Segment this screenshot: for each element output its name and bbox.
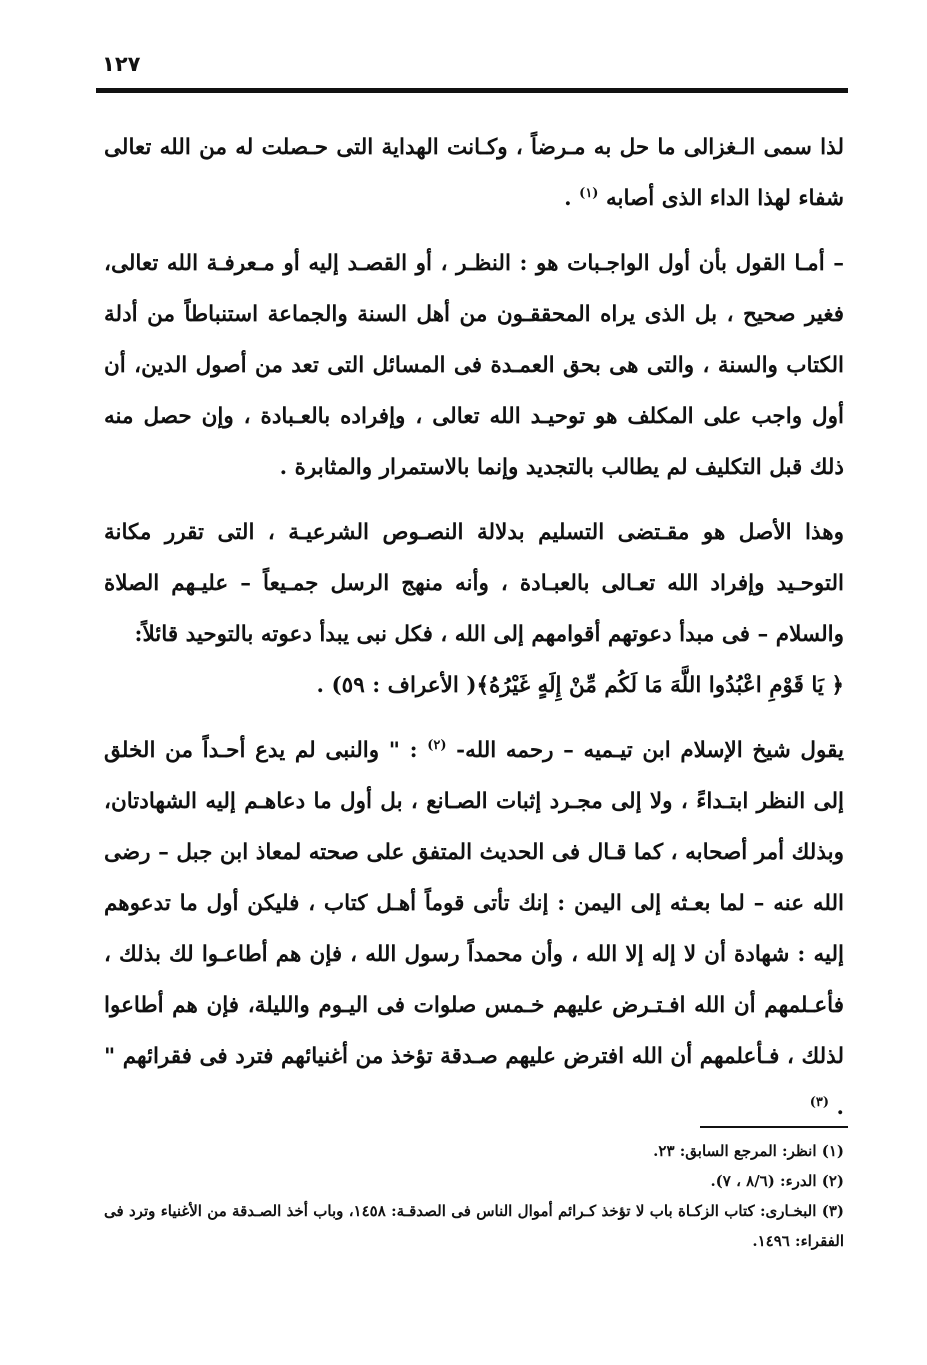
footnote-1: (١) انظر: المرجع السابق: ٢٣. (653, 1142, 844, 1160)
verse-reference: ( الأعراف : ٥٩) . (316, 673, 477, 698)
header-rule (96, 88, 848, 93)
footnote-ref-3: (٣) (809, 1094, 829, 1110)
body-text (104, 122, 844, 1147)
paragraph-2 (104, 238, 844, 493)
footnotes (104, 1136, 844, 1256)
paragraph-3-text: وهذا الأصل هو مقـتضى التسليم بدلالة النصـوص الشرعيـة ، التى تقرر مكانة التوحـيد وإفراد الله تعـالى بالعبـادة ، وأنه منهج الرسل جمـيعاً – عليـهم الصلاة والسلام – فى مبدأ دعوتهم أقوامهم إلى الله ، فكل نبى يبدأ دعوته بالتوحيد قائلاً: (104, 520, 844, 647)
paragraph-4 (104, 725, 844, 1133)
quran-verse: ﴿ يَا قَوْمِ اعْبُدُوا اللَّهَ مَا لَكُم مِّنْ إِلَهٍ غَيْرُهُ﴾ (476, 673, 844, 698)
paragraph-3 (104, 507, 844, 711)
paragraph-4-text: يقول شيخ الإسلام ابن تيـميه – رحمه الله- (456, 738, 844, 763)
paragraph-1 (104, 122, 844, 224)
footnote-ref-2: (٢) (427, 737, 447, 753)
footnote-3: (٣) البخـارى: كتاب الزكـاة باب لا تؤخذ كـرائم أموال الناس فى الصدقـة: ١٤٥٨، وباب أخذ الصـدقة من الأغنياء وترد فى الفقراء: ١٤٩٦. (104, 1202, 844, 1250)
paragraph-2-text: – أمـا القول بأن أول الواجـبات هو : النظـر ، أو القصـد إليه أو مـعرفـة الله تعالى، فغير صحيح ، بل الذى يراه المحققـون من أهل السنة والجماعة استنباطاً من أدلة الكتاب والسنة ، والتى هى بحق العمـدة فى المسائل التى تعد من أصول الدين، أن أول واجب على المكلف هو توحيـد الله تعالى ، وإفراده بالعـبادة ، وإن حصل منه ذلك قبل التكليف لم يطالب بالتجديد وإنما بالاستمرار والمثابرة . (104, 251, 844, 480)
page-number: ١٢٧ (102, 52, 141, 76)
footnote-ref-1: (١) (579, 185, 599, 201)
footnote-2: (٢) الدرء: (٨/٦ ، ٧). (710, 1172, 844, 1190)
paragraph-1-text: لذا سمى الـغزالى ما حل به مـرضاً ، وكـانت الهداية التى حـصلت له من الله تعالى شفاء لهذا الداء الذى أصابه (104, 135, 844, 211)
footnote-rule (700, 1126, 848, 1128)
paragraph-4-tail: : " والنبى لم يدع أحـداً من الخلق إلى النظر ابتـداءً ، ولا إلى مجـرد إثبات الصـانع ، بل أول ما دعاهـم إليه الشهادتان، وبذلك أمر أصحابه ، كما قـال فى الحديث المتفق على صحته لمعاذ ابن جبل – رضى الله عنه – لما بعـثه إلى اليمن : إنك تأتى قوماً أهـل كتاب ، فليكن أول ما تدعوهم إليه : شهادة أن لا إله إلا الله ، وأن محمداً رسول الله ، فإن هم أطاعـوا لك بذلك ، فأعـلمهم أن الله افـتـرض عليهم خـمس صلوات فى اليـوم والليلة، فإن هم أطاعوا لذلك ، فـأعلمهم أن الله افترض عليهم صـدقة تؤخذ من أغنيائهم فترد فى فقرائهم " . (104, 738, 844, 1120)
paragraph-1-tail: . (564, 186, 580, 211)
